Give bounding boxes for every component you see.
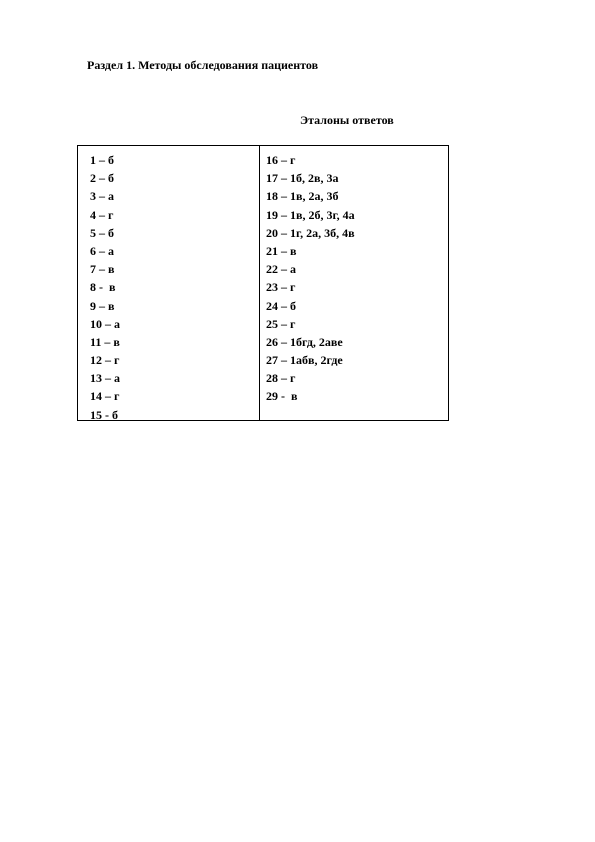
answers-right-column — [260, 146, 448, 420]
section-title: Раздел 1. Методы обследования пациентов — [87, 58, 319, 72]
answer-item: 25 – г — [266, 316, 296, 331]
answer-item: 2 – б — [90, 171, 114, 186]
answer-item: 15 - б — [90, 407, 118, 422]
answer-item: 12 – г — [90, 353, 120, 368]
answer-item: 4 – г — [90, 207, 114, 222]
answer-item: 26 – 1бгд, 2аве — [266, 334, 343, 349]
answer-item: 28 – г — [266, 371, 296, 386]
answer-item: 22 – а — [266, 262, 296, 277]
answer-item: 29 - в — [266, 389, 298, 404]
answer-item: 5 – б — [90, 225, 114, 240]
answer-item: 7 – в — [90, 262, 115, 277]
answer-item: 11 – в — [90, 334, 120, 349]
answers-heading: Эталоны ответов — [300, 113, 394, 127]
answer-item: 21 – в — [266, 243, 297, 258]
answer-item: 18 – 1в, 2а, 3б — [266, 189, 339, 204]
answer-item: 14 – г — [90, 389, 120, 404]
answer-item: 24 – б — [266, 298, 296, 313]
answer-item: 23 – г — [266, 280, 296, 295]
answer-item: 3 – а — [90, 189, 114, 204]
answer-item: 1 – б — [90, 153, 114, 167]
answer-item: 19 – 1в, 2б, 3г, 4а — [266, 207, 355, 222]
answer-item: 17 – 1б, 2в, 3а — [266, 171, 339, 186]
answer-item: 6 – а — [90, 243, 114, 258]
answer-item: 9 – в — [90, 298, 115, 313]
answer-item: 27 – 1абв, 2где — [266, 353, 343, 368]
answer-item: 10 – а — [90, 316, 120, 331]
answer-item: 8 - в — [90, 280, 116, 295]
answers-left-column — [78, 146, 260, 420]
answer-item: 20 – 1г, 2а, 3б, 4в — [266, 225, 355, 240]
answer-item: 13 – а — [90, 371, 120, 386]
answer-item: 16 – г — [266, 153, 296, 167]
answers-table — [77, 145, 449, 421]
